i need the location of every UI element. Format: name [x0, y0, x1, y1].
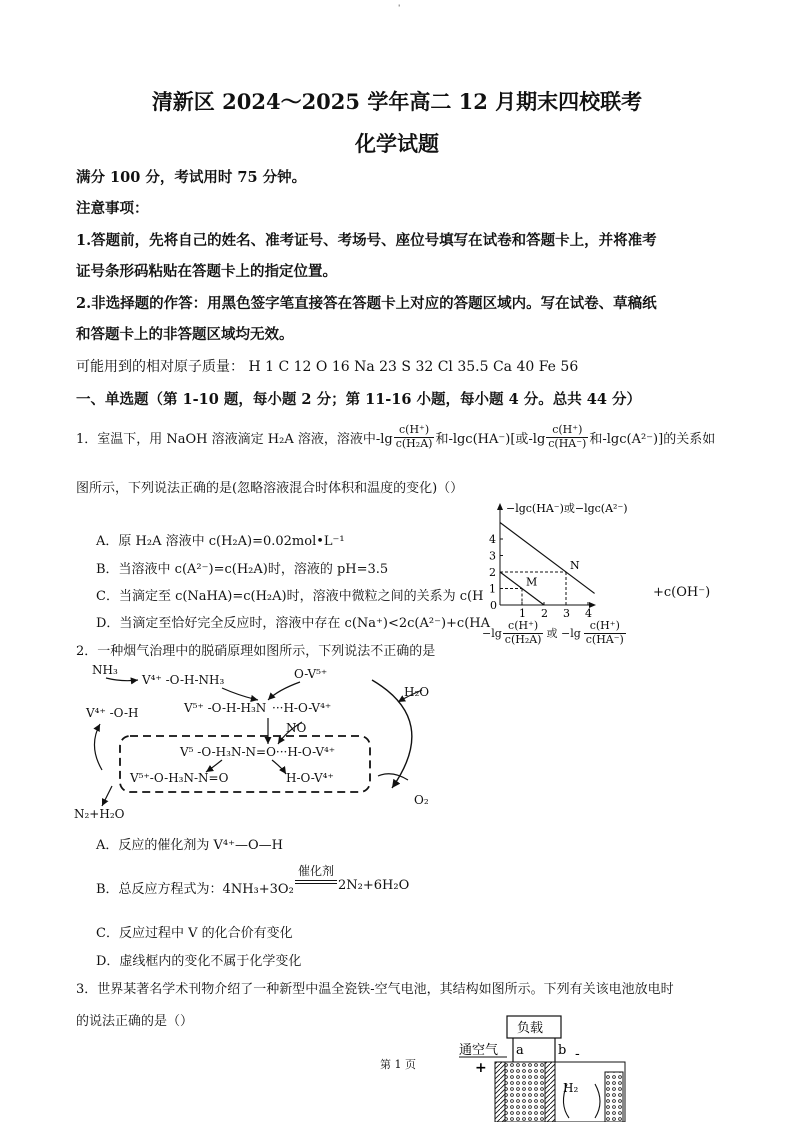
dg3-h2-arrow-right	[595, 1084, 600, 1118]
dg-arrow-left	[94, 724, 102, 770]
dg3-h2: H₂	[563, 1081, 579, 1095]
q2-option-d: D．虚线框内的变化不属于化学变化	[96, 954, 302, 969]
notice2-line2: 和答题卡上的非答题区域均无效。	[76, 326, 294, 343]
q2-eq-line2	[295, 883, 337, 884]
dg-s8: H-O-V⁴⁺	[286, 771, 334, 785]
y-tick-label-1: 1	[489, 582, 496, 596]
q1-option-c: C．当滴定至 c(NaHA)=c(H₂A)时，溶液中微粒之间的关系为 c(H	[96, 589, 484, 604]
q2-option-b: B．总反应方程式为：4NH₃+3O₂	[96, 882, 294, 897]
top-mark: ˈ	[398, 4, 401, 13]
q1-stem-b: 和-lgc(HA⁻)[或-lg	[435, 431, 546, 447]
dg3-plus: +	[475, 1060, 487, 1076]
chart-x-frac2-num: c(H⁺)	[584, 620, 626, 634]
q2-stem: 2．一种烟气治理中的脱硝原理如图所示，下列说法不正确的是	[76, 644, 436, 659]
dg-s3: V⁴⁺ -O-H	[86, 706, 139, 720]
chart-point-n: N	[570, 559, 580, 572]
dg3-b: b	[558, 1043, 567, 1058]
exam-subtitle: 化学试题	[355, 131, 439, 156]
q1-frac1	[394, 424, 435, 450]
q1-option-a: A．原 H₂A 溶液中 c(H₂A)=0.02mol•L⁻¹	[96, 534, 345, 549]
dg3-load: 负载	[517, 1021, 544, 1036]
dg-h2o-top: H₂O	[404, 685, 430, 699]
chart-x-label	[482, 620, 627, 646]
chart-y-label: −lgc(HA⁻)或−lgc(A²⁻)	[506, 502, 628, 515]
x-tick-label-2: 2	[541, 607, 548, 620]
dg-s4: V⁵⁺ -O-H-H₃N	[184, 701, 267, 715]
x-tick-label-1: 1	[519, 607, 526, 620]
q1-option-c-tail: +c(OH⁻)	[653, 585, 711, 600]
dg-s2: O-V⁵⁺	[294, 667, 328, 681]
q2-catalyst: 催化剂	[297, 864, 334, 878]
dg3-electrode-right	[545, 1062, 555, 1122]
dg-s6: V⁵ -O-H₃N-N=O···H-O-V⁴⁺	[180, 745, 336, 759]
chart-x-frac2-den: c(HA⁻)	[585, 632, 624, 646]
dg-n2h2o: N₂+H₂O	[74, 807, 125, 821]
dg-o2: O₂	[414, 793, 429, 807]
chart-x-frac1-num: c(H⁺)	[503, 620, 544, 634]
q1-option-b: B．当溶液中 c(A²⁻)=c(H₂A)时，溶液的 pH=3.5	[96, 562, 389, 577]
atomic-mass: 可能用到的相对原子质量： H 1 C 12 O 16 Na 23 S 32 Cl 35.5 Ca 40 Fe 56	[76, 359, 579, 375]
q3-stem-line2: 的说法正确的是（）	[76, 1014, 194, 1029]
chart-x-label-or: 或 −lg	[546, 627, 581, 641]
exam-title: 清新区 2024～2025 学年高二 12 月期末四校联考	[151, 89, 643, 114]
q3-stem-line1: 3．世界某著名学术刊物介绍了一种新型中温全瓷铁-空气电池，其结构如图所示。下列有关该电池放电时	[76, 982, 674, 997]
dg-arrow-split	[272, 760, 286, 774]
q2-diagram	[72, 660, 452, 825]
q1-frac1-den: c(H₂A)	[395, 436, 433, 450]
dg-s7: V⁵⁺-O-H₃N-N=O	[130, 771, 229, 785]
dg-arrow-n2	[102, 786, 112, 806]
q1-stem-a: 1．室温下，用 NaOH 溶液滴定 H₂A 溶液，溶液中-lg	[76, 431, 393, 447]
q1-frac2-den: c(HA⁻)	[548, 436, 587, 450]
dg3-a: a	[516, 1043, 524, 1058]
dg-no: NO	[286, 721, 307, 735]
chart-x-frac2	[584, 620, 626, 646]
x-tick-label-4: 4	[585, 607, 592, 620]
section1-heading: 一、单选题（第 1-10 题，每小题 2 分；第 11-16 小题，每小题 4 分。总共 44 分）	[76, 391, 641, 408]
q1-frac2-num: c(H⁺)	[546, 424, 588, 438]
q1-stem	[76, 424, 715, 450]
dg-arrow-s2	[268, 682, 300, 700]
dg3-air-in: 通空气	[459, 1043, 499, 1058]
score-time: 满分 100 分，考试用时 75 分钟。	[76, 169, 307, 186]
y-tick-label-4: 4	[489, 533, 496, 546]
q3-diagram	[455, 1014, 635, 1122]
chart-origin: 0	[490, 599, 497, 612]
dg3-electrolyte	[505, 1062, 545, 1122]
dg3-electrode-left	[495, 1062, 505, 1122]
notice2-line1: 2.非选择题的作答：用黑色签字笔直接答在答题卡上对应的答题区域内。写在试卷、草稿纸	[76, 295, 657, 312]
q2-option-c: C．反应过程中 V 的化合价有变化	[96, 926, 293, 941]
page-number: 第 1 页	[380, 1058, 416, 1071]
notice1-line1: 1.答题前，先将自己的姓名、准考证号、考场号、座位号填写在试卷和答题卡上，并将准考	[76, 232, 657, 249]
q2-option-a: A．反应的催化剂为 V⁴⁺—O—H	[96, 838, 283, 853]
q2-product: 2N₂+6H₂O	[338, 878, 410, 893]
dg-arrow-s1	[222, 688, 258, 700]
chart-x-frac1	[503, 620, 544, 646]
notice-heading: 注意事项：	[76, 200, 149, 217]
q1-option-d: D．当滴定至恰好完全反应时，溶液中存在 c(Na⁺)<2c(A²⁻)+c(HA	[96, 616, 490, 631]
q1-stem-line2: 图所示，下列说法正确的是(忽略溶液混合时体积和温度的变化)（）	[76, 481, 464, 496]
q1-frac1-num: c(H⁺)	[394, 424, 435, 438]
chart-x-frac1-den: c(H₂A)	[504, 632, 542, 646]
x-tick-label-3: 3	[563, 607, 570, 620]
chart-x-label-a: −lg	[482, 626, 502, 640]
dg-arrow-nh3	[106, 678, 138, 681]
dg-s1: V⁴⁺ -O-H-NH₃	[142, 673, 225, 687]
q1-frac2	[546, 424, 588, 450]
dg3-fe	[605, 1072, 623, 1122]
dg-s5: ···H-O-V⁴⁺	[272, 701, 332, 715]
dg-arrow-o2	[378, 774, 408, 780]
notice1-line2: 证号条形码粘贴在答题卡上的指定位置。	[76, 263, 337, 280]
dg3-minus: -	[575, 1046, 580, 1062]
y-tick-label-3: 3	[489, 549, 496, 563]
chart-ticks	[489, 533, 592, 620]
dg-nh3: NH₃	[92, 663, 118, 677]
chart-series	[500, 523, 595, 606]
chart-point-m: M	[526, 575, 538, 589]
q1-stem-c: 和-lgc(A²⁻)]的关系如	[589, 431, 716, 447]
y-tick-label-2: 2	[489, 566, 496, 579]
q2-eq-line1	[295, 880, 337, 881]
chart-y-arrow	[497, 503, 503, 510]
